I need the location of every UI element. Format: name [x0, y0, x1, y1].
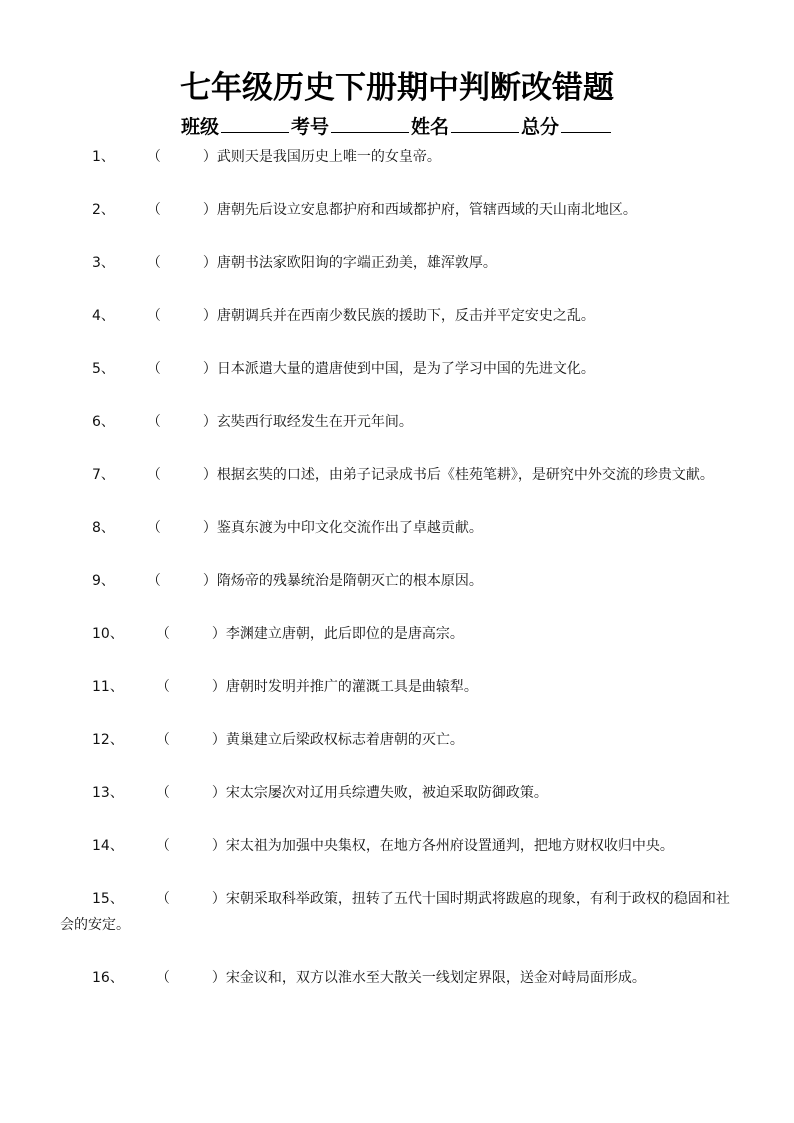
class-label: 班级 — [180, 116, 219, 138]
question-number: 11、 — [92, 679, 124, 695]
question-item — [60, 303, 740, 329]
name-blank[interactable] — [451, 114, 519, 133]
answer-blank[interactable]: （ ） — [146, 520, 217, 536]
question-item — [60, 197, 740, 223]
question-item — [60, 250, 740, 276]
answer-blank[interactable]: （ ） — [146, 414, 217, 430]
question-number: 16、 — [92, 970, 124, 986]
question-text: 宋金议和，双方以淮水至大散关一线划定界限，送金对峙局面形成。 — [225, 970, 646, 986]
question-item — [60, 674, 740, 700]
answer-blank[interactable]: （ ） — [146, 467, 217, 483]
answer-blank[interactable]: （ ） — [155, 626, 226, 642]
question-item — [60, 356, 740, 382]
number-label: 考号 — [290, 116, 329, 138]
answer-blank[interactable]: （ ） — [155, 679, 226, 695]
question-item — [60, 621, 740, 647]
question-number: 4、 — [92, 308, 115, 324]
question-number: 14、 — [92, 838, 124, 854]
question-text: 根据玄奘的口述，由弟子记录成书后《桂苑笔耕》，是研究中外交流的珍贵文献。 — [216, 467, 714, 483]
question-item — [60, 462, 740, 488]
score-blank[interactable] — [561, 114, 611, 133]
question-item — [60, 568, 740, 594]
question-text: 鉴真东渡为中印文化交流作出了卓越贡献。 — [216, 520, 483, 536]
answer-blank[interactable]: （ ） — [146, 149, 217, 165]
answer-blank[interactable]: （ ） — [155, 732, 226, 748]
question-number: 8、 — [92, 520, 115, 536]
name-label: 姓名 — [411, 116, 450, 138]
question-number: 3、 — [92, 255, 115, 271]
question-item — [60, 965, 740, 991]
question-item — [60, 144, 740, 170]
question-item — [60, 833, 740, 859]
answer-blank[interactable]: （ ） — [155, 970, 226, 986]
question-number: 2、 — [92, 202, 115, 218]
question-item — [60, 409, 740, 435]
number-blank[interactable] — [331, 114, 409, 133]
question-text: 日本派遣大量的遣唐使到中国，是为了学习中国的先进文化。 — [216, 361, 595, 377]
question-text: 宋朝采取科举政策，扭转了五代十国时期武将跋扈的现象，有利于政权的稳固和社会的安定。 — [60, 891, 730, 933]
question-text: 唐朝时发明并推广的灌溉工具是曲辕犁。 — [225, 679, 478, 695]
question-text: 唐朝先后设立安息都护府和西域都护府，管辖西域的天山南北地区。 — [216, 202, 637, 218]
question-text: 武则天是我国历史上唯一的女皇帝。 — [216, 149, 441, 165]
question-number: 9、 — [92, 573, 115, 589]
class-blank[interactable] — [221, 114, 289, 133]
question-number: 12、 — [92, 732, 124, 748]
question-text: 唐朝书法家欧阳询的字端正劲美，雄浑敦厚。 — [216, 255, 497, 271]
answer-blank[interactable]: （ ） — [146, 573, 217, 589]
answer-blank[interactable]: （ ） — [155, 838, 226, 854]
answer-blank[interactable]: （ ） — [146, 308, 217, 324]
question-number: 7、 — [92, 467, 115, 483]
score-label: 总分 — [521, 116, 560, 138]
question-text: 玄奘西行取经发生在开元年间。 — [216, 414, 413, 430]
question-item — [60, 515, 740, 541]
question-text: 黄巢建立后梁政权标志着唐朝的灭亡。 — [225, 732, 464, 748]
question-text: 李渊建立唐朝，此后即位的是唐高宗。 — [225, 626, 464, 642]
answer-blank[interactable]: （ ） — [146, 361, 217, 377]
question-number: 6、 — [92, 414, 115, 430]
question-item — [60, 886, 740, 938]
question-text: 隋炀帝的残暴统治是隋朝灭亡的根本原因。 — [216, 573, 483, 589]
question-item — [60, 780, 740, 806]
question-text: 宋太宗屡次对辽用兵综遭失败，被迫采取防御政策。 — [225, 785, 548, 801]
page-title: 七年级历史下册期中判断改错题 — [180, 70, 614, 106]
question-number: 5、 — [92, 361, 115, 377]
question-number: 10、 — [92, 626, 124, 642]
question-number: 1、 — [92, 149, 115, 165]
question-list — [60, 144, 740, 991]
answer-blank[interactable]: （ ） — [146, 202, 217, 218]
answer-blank[interactable]: （ ） — [146, 255, 217, 271]
question-text: 宋太祖为加强中央集权，在地方各州府设置通判，把地方财权收归中央。 — [225, 838, 674, 854]
answer-blank[interactable]: （ ） — [155, 785, 226, 801]
question-text: 唐朝调兵并在西南少数民族的援助下，反击并平定安史之乱。 — [216, 308, 595, 324]
question-number: 13、 — [92, 785, 124, 801]
student-info-line — [0, 112, 794, 139]
question-number: 15、 — [92, 891, 124, 907]
question-item — [60, 727, 740, 753]
answer-blank[interactable]: （ ） — [155, 891, 226, 907]
